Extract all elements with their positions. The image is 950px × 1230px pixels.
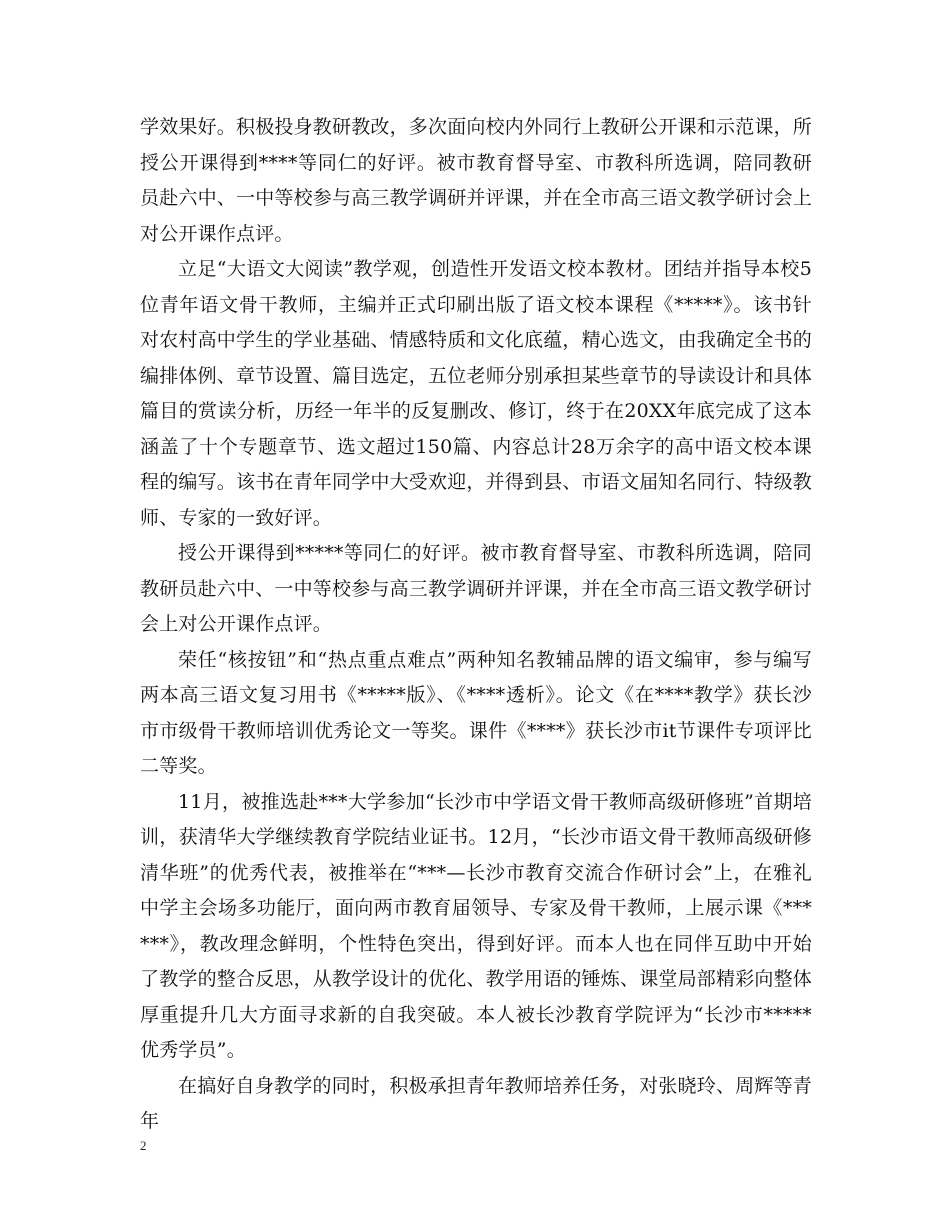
page-number: 2: [140, 1138, 147, 1153]
paragraph-4: 荣任“核按钮”和“热点重点难点”两种知名教辅品牌的语文编审，参与编写两本高三语文复习用书《*****版》、《****透析》。论文《在****教学》获长沙市市级骨干教师培训优秀论文一等奖。课件《****》获长沙市it节课件专项评比二等奖。: [140, 648, 812, 777]
body-text: [140, 110, 812, 1140]
paragraph-5: 11月，被推选赴***大学参加“长沙市中学语文骨干教师高级研修班”首期培训，获清华大学继续教育学院结业证书。12月，“长沙市语文骨干教师高级研修清华班”的优秀代表，被推举在“***—长沙市教育交流合作研讨会”上，在雅礼中学主会场多功能厅，面向两市教育届领导、专家及骨干教师，上展示课《******》，教改理念鲜明，个性特色突出，得到好评。而本人也在同伴互助中开始了教学的整合反思，从教学设计的优化、教学用语的锤炼、课堂局部精彩向整体厚重提升几大方面寻求新的自我突破。本人被长沙教育学院评为“长沙市*****优秀学员”。: [140, 790, 813, 1061]
paragraph-6: 在搞好自身教学的同时，积极承担青年教师培养任务，对张晓玲、周辉等青年: [140, 1074, 812, 1132]
paragraph-2: 立足“大语文大阅读”教学观，创造性开发语文校本教材。团结并指导本校5位青年语文骨干教师，主编并正式印刷出版了语文校本课程《*****》。该书针对农村高中学生的学业基础、情感特质和文化底蕴，精心选文，由我确定全书的编排体例、章节设置、篇目选定，五位老师分别承担某些章节的导读设计和具体篇目的赏读分析，历经一年半的反复删改、修订，终于在20XX年底完成了这本涵盖了十个专题章节、选文超过150篇、内容总计28万余字的高中语文校本课程的编写。该书在青年同学中大受欢迎，并得到县、市语文届知名同行、特级教师、专家的一致好评。: [140, 258, 813, 529]
paragraph-1: 学效果好。积极投身教研教改，多次面向校内外同行上教研公开课和示范课，所授公开课得到****等同仁的好评。被市教育督导室、市教科所选调，陪同教研员赴六中、一中等校参与高三教学调研并评课，并在全市高三语文教学研讨会上对公开课作点评。: [140, 116, 813, 245]
paragraph-3: 授公开课得到*****等同仁的好评。被市教育督导室、市教科所选调，陪同教研员赴六中、一中等校参与高三教学调研并评课，并在全市高三语文教学研讨会上对公开课作点评。: [140, 542, 813, 635]
